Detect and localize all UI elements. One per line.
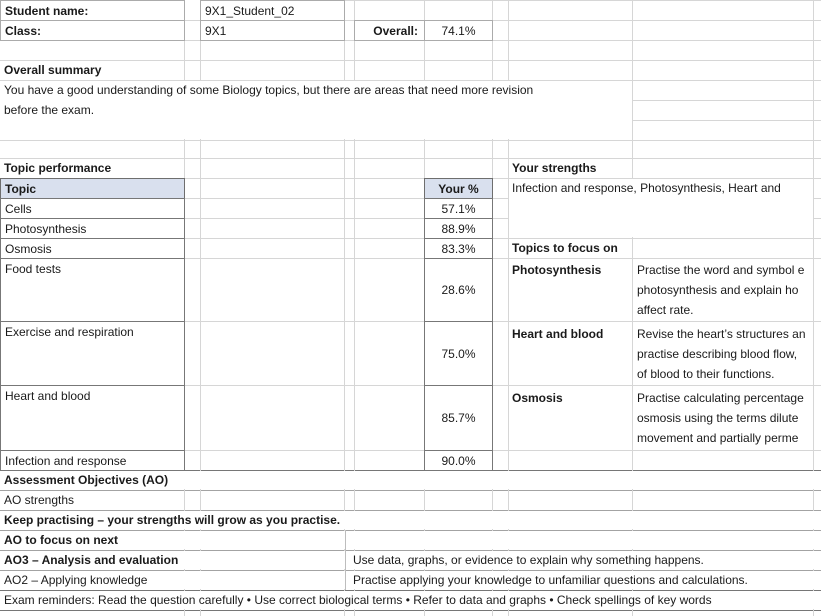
student-name-label-cell[interactable]: Student name: <box>0 0 185 21</box>
gridline <box>813 198 821 199</box>
exam-reminders-text[interactable]: Exam reminders: Read the question carefully • Use correct biological terms • Refer to data and graphs • Check spellings of key words <box>4 593 712 607</box>
focus-desc-line: Practise the word and symbol e <box>637 263 805 277</box>
strengths-heading[interactable]: Your strengths <box>512 161 597 175</box>
topic-row-name[interactable]: Photosynthesis <box>0 218 185 239</box>
topic-row-name[interactable]: Exercise and respiration <box>0 321 185 386</box>
topic-row-name[interactable]: Heart and blood <box>0 385 185 451</box>
topic-row-pct[interactable]: 83.3% <box>424 238 493 259</box>
focus-topic-desc[interactable] <box>633 388 821 449</box>
focus-desc-line: of blood to their functions. <box>637 367 775 381</box>
overall-label-cell[interactable]: Overall: <box>354 20 425 41</box>
ao-row-advice[interactable]: Practise applying your knowledge to unfamiliar questions and calculations. <box>353 573 748 587</box>
overall-summary-line: before the exam. <box>4 103 95 117</box>
overall-summary-heading[interactable]: Overall summary <box>4 63 102 77</box>
gridline <box>813 218 821 219</box>
pct-column-header[interactable]: Your % <box>424 178 493 199</box>
overall-summary-text[interactable] <box>0 80 628 138</box>
topic-row-name[interactable]: Cells <box>0 198 185 219</box>
topic-row-pct[interactable]: 90.0% <box>424 450 493 471</box>
focus-topic-desc[interactable] <box>633 324 821 385</box>
gridline <box>344 0 821 1</box>
focus-topic-label[interactable]: Heart and blood <box>512 327 604 341</box>
topic-column-header[interactable]: Topic <box>0 178 185 199</box>
topic-row-name[interactable]: Infection and response <box>0 450 185 471</box>
focus-desc-line: practise describing blood flow, <box>637 347 798 361</box>
focus-topic-label[interactable]: Osmosis <box>512 391 563 405</box>
student-name-value-cell[interactable]: 9X1_Student_02 <box>200 0 345 21</box>
topic-row-pct[interactable]: 57.1% <box>424 198 493 219</box>
overall-value-cell[interactable]: 74.1% <box>424 20 493 41</box>
topic-row-name[interactable]: Food tests <box>0 258 185 322</box>
topic-performance-heading[interactable]: Topic performance <box>4 161 112 175</box>
ao-row-label[interactable]: AO3 – Analysis and evaluation <box>4 553 179 567</box>
focus-desc-line: osmosis using the terms dilute <box>637 411 799 425</box>
focus-heading[interactable]: Topics to focus on <box>512 241 618 255</box>
overall-summary-line: You have a good understanding of some Biology topics, but there are areas that need more revision <box>4 83 534 97</box>
focus-desc-line: photosynthesis and explain ho <box>637 283 799 297</box>
ao-heading[interactable]: Assessment Objectives (AO) <box>4 473 169 487</box>
focus-topic-label[interactable]: Photosynthesis <box>512 263 602 277</box>
gridline <box>0 610 821 611</box>
gridline <box>632 100 821 101</box>
ao-row-label[interactable]: AO2 – Applying knowledge <box>4 573 148 587</box>
focus-desc-line: Practise calculating percentage <box>637 391 804 405</box>
topic-row-name[interactable]: Osmosis <box>0 238 185 259</box>
gridline <box>0 140 821 141</box>
focus-desc-line: affect rate. <box>637 303 694 317</box>
ao-strengths-label[interactable]: AO strengths <box>4 493 75 507</box>
focus-desc-line: Revise the heart’s structures an <box>637 327 806 341</box>
ao-row-advice[interactable]: Use data, graphs, or evidence to explain why something happens. <box>353 553 704 567</box>
focus-topic-desc[interactable] <box>633 260 821 321</box>
gridline <box>632 120 821 121</box>
topic-row-pct[interactable]: 28.6% <box>424 258 493 322</box>
topic-row-pct[interactable]: 85.7% <box>424 385 493 451</box>
strengths-text[interactable]: Infection and response, Photosynthesis, Heart and <box>512 181 781 195</box>
ao-focus-label[interactable]: AO to focus on next <box>4 533 118 547</box>
focus-desc-line: movement and partially perme <box>637 431 799 445</box>
ao-strengths-note[interactable]: Keep practising – your strengths will grow as you practise. <box>4 513 341 527</box>
class-label-cell[interactable]: Class: <box>0 20 185 41</box>
topic-row-pct[interactable]: 88.9% <box>424 218 493 239</box>
topic-row-pct[interactable]: 75.0% <box>424 321 493 386</box>
class-value-cell[interactable]: 9X1 <box>200 20 345 41</box>
